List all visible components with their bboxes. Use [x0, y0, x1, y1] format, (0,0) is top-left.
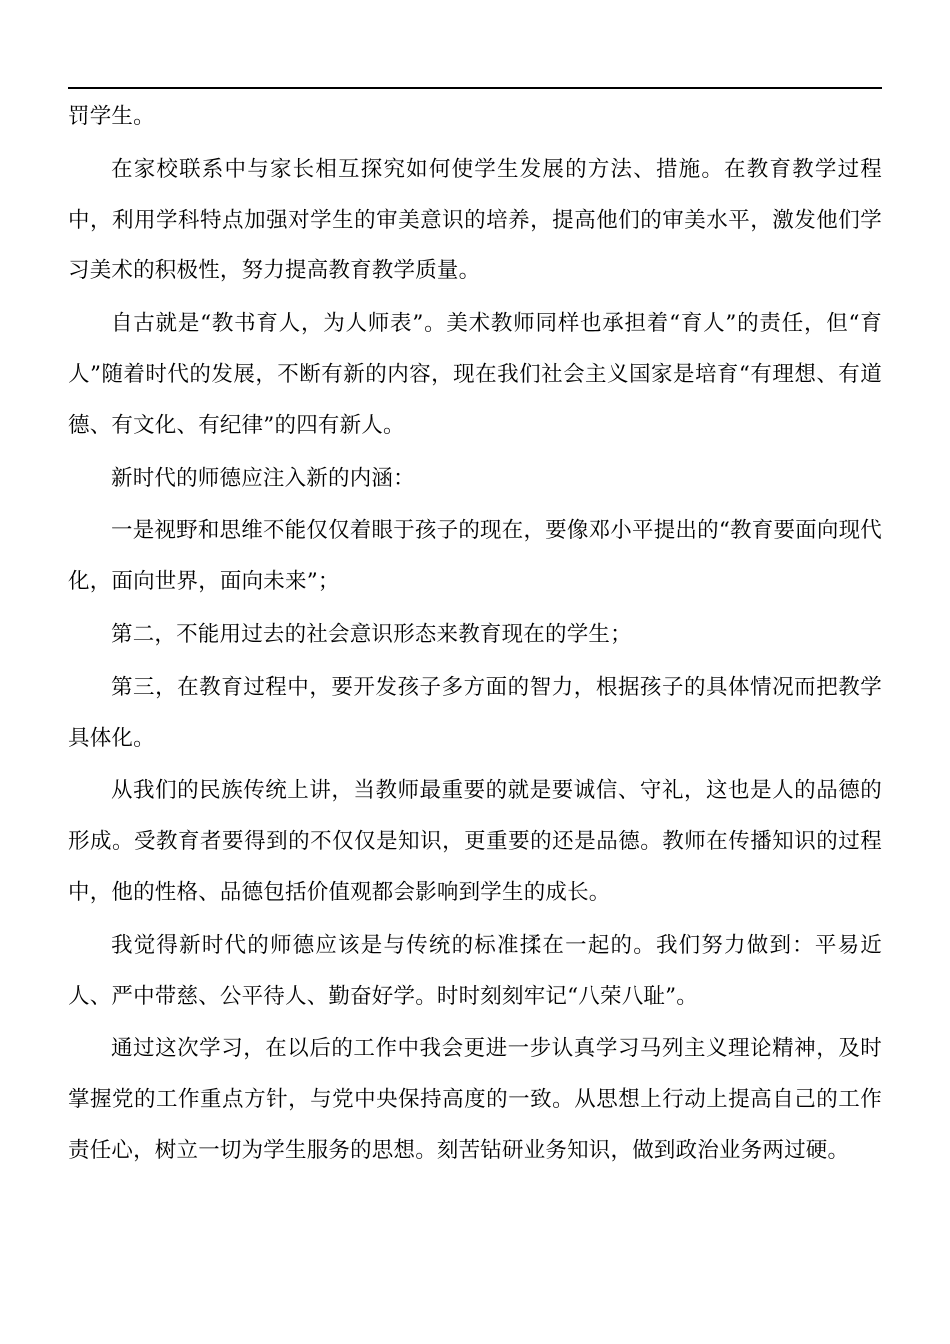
- paragraph-modern-ethics: 我觉得新时代的师德应该是与传统的标准揉在一起的。我们努力做到：平易近人、严中带慈、公平待人、勤奋好学。时时刻刻牢记“八荣八耻”。: [68, 932, 882, 1009]
- paragraph-point-two: 第二，不能用过去的社会意识形态来教育现在的学生；: [111, 621, 632, 647]
- paragraph-tradition: 从我们的民族传统上讲，当教师最重要的就是要诚信、守礼，这也是人的品德的形成。受教育者要得到的不仅仅是知识，更重要的还是品德。教师在传播知识的过程中，他的性格、品德包括价值观都会影响到学生的成长。: [68, 778, 882, 905]
- paragraph-teaching-role: 自古就是“教书育人，为人师表”。美术教师同样也承担着“育人”的责任，但“育人”随着时代的发展，不断有新的内容，现在我们社会主义国家是培育“有理想、有道德、有文化、有纪律”的四有新人。: [68, 311, 882, 438]
- paragraph-home-school: 在家校联系中与家长相互探究如何使学生发展的方法、措施。在教育教学过程中，利用学科特点加强对学生的审美意识的培养，提高他们的审美水平，激发他们学习美术的积极性，努力提高教育教学质量。: [68, 156, 882, 284]
- document-body: [68, 92, 882, 1179]
- paragraph-conclusion: 通过这次学习，在以后的工作中我会更进一步认真学习马列主义理论精神，及时掌握党的工作重点方针，与党中央保持高度的一致。从思想上行动上提高自己的工作责任心，树立一切为学生服务的思想。刻苦钻研业务知识，做到政治业务两过硬。: [68, 1036, 882, 1163]
- paragraph-new-ethics: 新时代的师德应注入新的内涵：: [111, 465, 415, 491]
- header-rule: [68, 87, 882, 89]
- paragraph-point-three: 第三，在教育过程中，要开发孩子多方面的智力，根据孩子的具体情况而把教学具体化。: [68, 674, 882, 751]
- paragraph-point-one: 一是视野和思维不能仅仅着眼于孩子的现在，要像邓小平提出的“教育要面向现代化，面向世界，面向未来”；: [68, 518, 882, 595]
- paragraph-continued: 罚学生。: [68, 104, 155, 129]
